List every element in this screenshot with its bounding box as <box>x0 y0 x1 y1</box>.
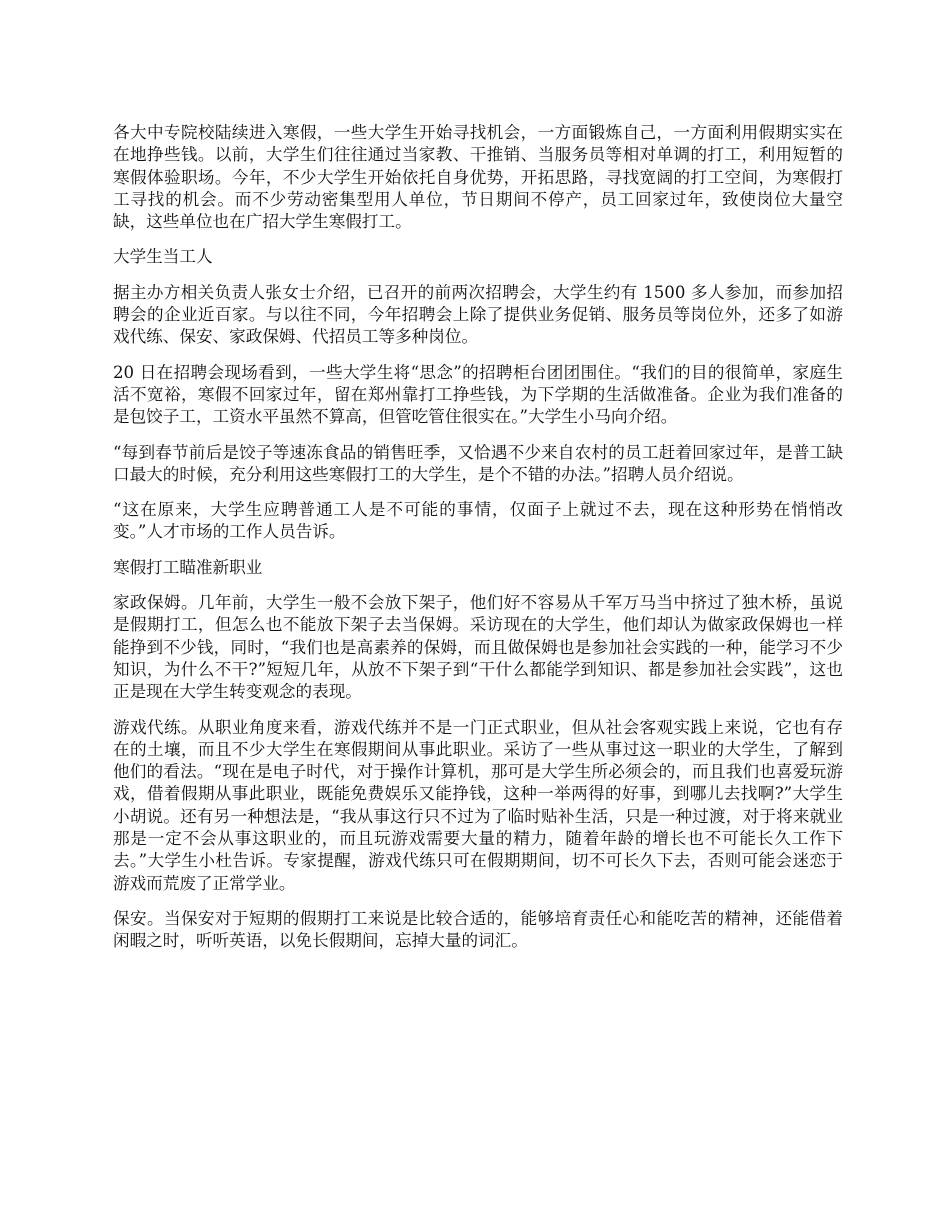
paragraph-game-leveling: 游戏代练。从职业角度来看，游戏代练并不是一门正式职业，但从社会客观实践上来说，它也有存在的土壤，而且不少大学生在寒假期间从事此职业。采访了一些从事过这一职业的大学生，了解到他们的看法。“现在是电子时代，对于操作计算机，那可是大学生所必须会的，而且我们也喜爱玩游戏，借着假期从事此职业，既能免费娱乐又能挣钱，这种一举两得的好事，到哪儿去找啊?”大学生小胡说。还有另一种想法是，“我从事这行只不过为了临时贴补生活，只是一种过渡，对于将来就业那是一定不会从事这职业的，而且玩游戏需要大量的精力，随着年龄的增长也不可能长久工作下去。”大学生小杜告诉。专家提醒，游戏代练只可在假期期间，切不可长久下去，否则可能会迷恋于游戏而荒废了正常学业。 <box>113 717 843 893</box>
paragraph-security-guard: 保安。当保安对于短期的假期打工来说是比较合适的，能够培育责任心和能吃苦的精神，还能借着闲暇之时，听听英语，以免长假期间，忘掉大量的词汇。 <box>113 908 843 951</box>
section-heading-new-jobs: 寒假打工瞄准新职业 <box>113 557 263 577</box>
paragraph-intro: 各大中专院校陆续进入寒假，一些大学生开始寻找机会，一方面锻炼自己，一方面利用假期实实在在地挣些钱。以前，大学生们往往通过当家教、干推销、当服务员等相对单调的打工，利用短暂的寒假体验职场。今年，不少大学生开始依托自身优势，开拓思路，寻找宽阔的打工空间，为寒假打工寻找的机会。而不少劳动密集型用人单位，节日期间不停产，员工回家过年，致使岗位大量空缺，这些单位也在广招大学生寒假打工。 <box>113 123 843 232</box>
section-heading-workers: 大学生当工人 <box>113 247 213 267</box>
paragraph-job-fair: 据主办方相关负责人张女士介绍，已召开的前两次招聘会，大学生约有 1500 多人参加，而参加招聘会的企业近百家。与以往不同，今年招聘会上除了提供业务促销、服务员等岗位外，还多了如游戏代练、保安、家政保姆、代招员工等多种岗位。 <box>113 282 843 347</box>
article-body <box>113 122 843 966</box>
paragraph-recruiter-quote: “每到春节前后是饺子等速冻食品的销售旺季，又恰遇不少来自农村的员工赶着回家过年，是普工缺口最大的时候，充分利用这些寒假打工的大学生，是个不错的办法。”招聘人员介绍说。 <box>113 442 843 484</box>
paragraph-housekeeping: 家政保姆。几年前，大学生一般不会放下架子，他们好不容易从千军万马当中挤过了独木桥，虽说是假期打工，但怎么也不能放下架子去当保姆。采访现在的大学生，他们却认为做家政保姆也一样能挣到不少钱，同时，“我们也是高素养的保姆，而且做保姆也是参加社会实践的一种，能学习不少知识，为什么不干?”短短几年，从放不下架子到“干什么都能学到知识、都是参加社会实践”，这也正是现在大学生转变观念的表现。 <box>113 593 843 702</box>
paragraph-site-visit: 20 日在招聘会现场看到，一些大学生将“思念”的招聘柜台团团围住。“我们的目的很简单，家庭生活不宽裕，寒假不回家过年，留在郑州靠打工挣些钱，为下学期的生活做准备。企业为我们准备的是包饺子工，工资水平虽然不算高，但管吃管住很实在。”大学生小马向介绍。 <box>113 362 843 427</box>
paragraph-market-staff-quote: “这在原来，大学生应聘普通工人是不可能的事情，仅面子上就过不去，现在这种形势在悄悄改变。”人才市场的工作人员告诉。 <box>113 500 843 542</box>
